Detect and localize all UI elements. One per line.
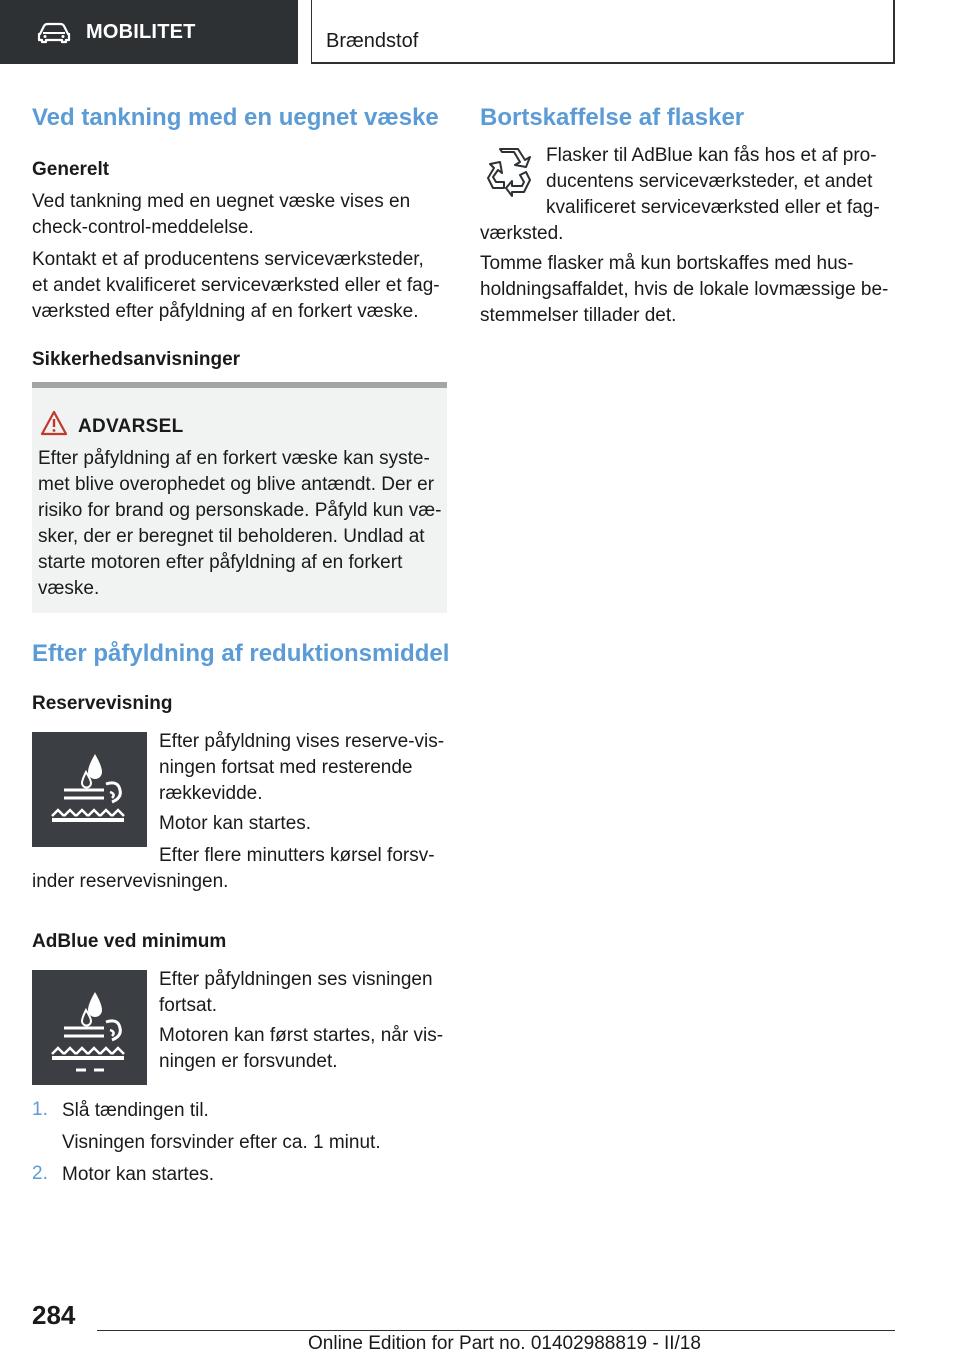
- minimum-indicator-image: [32, 970, 147, 1085]
- car-icon: [36, 20, 72, 44]
- warning-title: ADVARSEL: [78, 416, 184, 437]
- warning-text: Efter påfyldning af en forkert væske kan syste-met blive overophedet og blive antændt. Der er risiko for brand og personskade. Påfyld kun væ-sker, der er beregnet til beholderen. Undlad at starte motoren efter påfyldning af en forkert væske.: [38, 448, 442, 599]
- general-paragraph-2: Kontakt et af producentens serviceværksteder, et andet kvalificeret serviceværksted eller et fag-værksted efter påfyldning af en forkert væske.: [32, 249, 440, 322]
- heading-bottle-disposal: Bortskaffelse af flasker: [480, 104, 745, 131]
- edition-note: Online Edition for Part no. 01402988819 - II/18: [308, 1333, 701, 1354]
- step-2-text: Motor kan startes.: [62, 1164, 215, 1185]
- chapter-tab: [311, 0, 895, 64]
- heading-general: Generelt: [32, 159, 110, 180]
- recycling-icon: [482, 146, 534, 198]
- heading-after-refill: Efter påfyldning af reduktionsmiddel: [32, 640, 450, 667]
- step-1-subtext: Visningen forsvinder efter ca. 1 minut.: [62, 1132, 381, 1153]
- disposal-paragraph-2: Tomme flasker må kun bortskaffes med hus-holdningsaffaldet, hvis de lokale lovmæssige be-stemmelser tillader det.: [480, 253, 889, 326]
- chapter-title: Brændstof: [326, 30, 419, 52]
- step-1-text: Slå tændingen til.: [62, 1100, 209, 1121]
- reserve-paragraph-3-line2: inder reservevisningen.: [32, 871, 229, 892]
- step-2-number: 2.: [32, 1163, 48, 1184]
- adblue-minimum-icon: [32, 970, 147, 1085]
- heading-unsuitable-fluid: Ved tankning med en uegnet væske: [32, 104, 439, 131]
- warning-triangle-icon: [40, 410, 68, 436]
- footer-divider: [97, 1330, 895, 1331]
- minimum-paragraph-1: Efter påfyldningen ses visningen fortsat.: [159, 969, 433, 1016]
- warning-box: [32, 382, 447, 613]
- heading-reserve: Reservevisning: [32, 693, 173, 714]
- disposal-paragraph-1-lines: Flasker til AdBlue kan fås hos et af pro-ducentens serviceværksteder, et andet kvalificeret serviceværksted eller et fag-: [546, 145, 880, 218]
- section-tab: [0, 0, 298, 64]
- reserve-indicator-image: [32, 732, 147, 847]
- heading-adblue-minimum: AdBlue ved minimum: [32, 931, 227, 952]
- general-paragraph-1: Ved tankning med en uegnet væske vises en check-control-meddelelse.: [32, 191, 411, 238]
- step-1-number: 1.: [32, 1099, 48, 1120]
- reserve-paragraph-1: Efter påfyldning vises reserve-vis-ningen fortsat med resterende rækkevidde.: [159, 731, 445, 804]
- page-number: 284: [32, 1300, 76, 1330]
- minimum-paragraph-2: Motoren kan først startes, når vis-ningen er forsvundet.: [159, 1025, 444, 1072]
- heading-safety: Sikkerhedsanvisninger: [32, 349, 241, 370]
- reserve-paragraph-2: Motor kan startes.: [159, 813, 312, 834]
- disposal-paragraph-1-end: værksted.: [480, 223, 564, 244]
- reserve-paragraph-3-line1: Efter flere minutters kørsel forsv-: [159, 845, 435, 866]
- adblue-reserve-icon: [32, 732, 147, 847]
- section-title: MOBILITET: [86, 20, 196, 43]
